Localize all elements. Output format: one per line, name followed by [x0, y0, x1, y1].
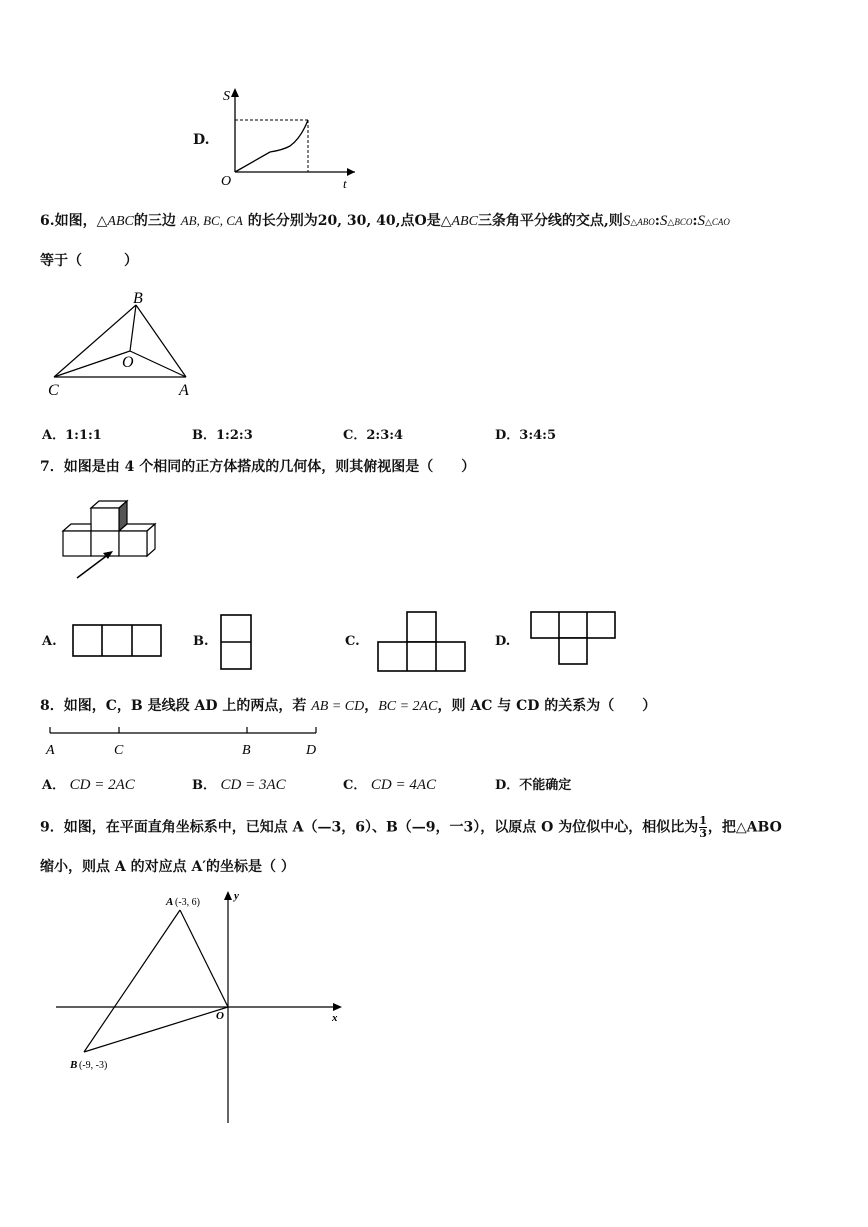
- point-D-label: D: [306, 743, 317, 758]
- y-arrow-icon: [224, 891, 232, 900]
- q7-option-a-label[interactable]: A.: [42, 634, 57, 649]
- q7-cube-figure: [55, 492, 170, 584]
- q6-ratio-s3: S: [697, 213, 705, 229]
- q6-ratio-sub1: △ABO: [630, 217, 655, 227]
- q8-option-a-label: A．: [42, 778, 66, 793]
- q9-frac-den: 3: [699, 827, 707, 840]
- label-O: O: [122, 354, 134, 371]
- q8-eq-2: BC = 2AC: [378, 699, 438, 714]
- q6-ratio-sub3: △CAO: [705, 217, 730, 227]
- q6-triangle-2: △ABC: [440, 214, 478, 229]
- segment-CO: [54, 351, 130, 377]
- q6-triangle-figure: [40, 285, 210, 403]
- q8-option-b-label: B．: [192, 778, 216, 793]
- q8-stem-1: 8．如图，C，B 是线段 AD 上的两点，若: [40, 698, 307, 714]
- q6-stem-line1: [40, 210, 730, 230]
- q6-stem-line2: 等于（ ）: [40, 253, 138, 269]
- q5-option-d-label: D.: [193, 132, 210, 148]
- q6-option-b[interactable]: [192, 424, 253, 443]
- q6-stem-3: 的长分别为20, 30, 40,点O是: [247, 213, 441, 229]
- q7-option-d-figure[interactable]: [530, 611, 618, 667]
- q7-option-a-figure[interactable]: [72, 624, 164, 660]
- q5-option-d-graph: [215, 80, 365, 195]
- q6-option-d-text: 3:4:5: [519, 428, 557, 443]
- label-x: x: [332, 1012, 338, 1024]
- q6-option-c-text: 2:3:4: [366, 428, 404, 443]
- q8-stem: [40, 695, 656, 715]
- q6-option-c-label: C．: [343, 428, 367, 443]
- q6-option-d[interactable]: [495, 424, 556, 443]
- y-arrow-icon: [231, 88, 239, 97]
- q6-ratio-s1: S: [622, 213, 631, 229]
- x-arrow-icon: [347, 168, 355, 176]
- q9-coordinate-figure: [50, 885, 350, 1130]
- q6-option-a-text: 1:1:1: [65, 428, 102, 443]
- q6-sides: AB, BC, CA: [180, 213, 243, 228]
- q6-option-d-label: D．: [495, 428, 520, 443]
- q8-option-b-text: CD = 3AC: [220, 777, 286, 793]
- label-B: B: [133, 290, 143, 307]
- side-AB: [84, 910, 180, 1052]
- label-B-coord: (-9, -3): [79, 1060, 108, 1071]
- q6-option-c[interactable]: [343, 424, 403, 443]
- point-A-label: A: [46, 743, 55, 758]
- q6-option-b-label: B．: [192, 428, 216, 443]
- view-direction-arrow: [77, 554, 109, 578]
- label-B: B: [70, 1059, 78, 1071]
- q9-stem-line1: [40, 815, 782, 840]
- q8-option-a[interactable]: [42, 774, 135, 794]
- q7-option-c-figure[interactable]: [377, 611, 469, 673]
- q6-stem-4: 三条角平分线的交点,则: [477, 213, 623, 229]
- y-axis-label: S: [223, 89, 230, 104]
- side-AO: [180, 910, 228, 1007]
- q8-option-d[interactable]: [495, 774, 571, 793]
- q6-colon-2: :: [692, 213, 698, 229]
- side-BO: [84, 1007, 228, 1052]
- q8-option-d-label: D．: [495, 778, 520, 793]
- x-arrow-icon: [333, 1003, 342, 1011]
- q6-option-a-label: A．: [42, 428, 66, 443]
- point-C-label: C: [114, 743, 124, 758]
- q7-option-b-label[interactable]: B.: [193, 634, 209, 649]
- q6-option-b-text: 1:2:3: [216, 428, 253, 443]
- q8-option-d-text: 不能确定: [519, 778, 572, 793]
- s-t-curve: [235, 120, 308, 172]
- q6-triangle: △ABC: [96, 214, 134, 229]
- x-axis-label: t: [343, 176, 347, 191]
- q9-fraction: [699, 815, 707, 840]
- q7-option-d-label[interactable]: D.: [495, 634, 511, 649]
- q7-option-b-figure[interactable]: [220, 614, 254, 672]
- label-C: C: [48, 382, 59, 399]
- q7-stem: 7．如图是由 4 个相同的正方体搭成的几何体，则其俯视图是（ ）: [40, 459, 476, 475]
- q8-stem-2: ，则 AC 与 CD 的关系为（ ）: [437, 698, 657, 714]
- label-A: A: [166, 896, 174, 908]
- q6-option-a[interactable]: [42, 424, 102, 443]
- label-O: O: [216, 1010, 224, 1022]
- q8-option-c-text: CD = 4AC: [370, 777, 437, 793]
- point-B-label: B: [242, 743, 251, 758]
- q8-eq-1: AB = CD: [311, 699, 365, 714]
- q7-option-c-label[interactable]: C.: [345, 634, 360, 649]
- label-A-coord: (-3, 6): [175, 897, 200, 908]
- q6-colon-1: :: [654, 213, 660, 229]
- q9-stem-1: 9．如图，在平面直角坐标系中，已知点 A（—3，6）、B（—9，一3），以原点 O 为位似中心，相似比为: [40, 819, 699, 836]
- q6-ratio-s2: S: [659, 213, 668, 229]
- label-A: A: [179, 382, 189, 399]
- q6-stem-1: 如图，: [54, 213, 97, 229]
- q6-stem-2: 的三边: [133, 213, 176, 229]
- q8-option-a-text: CD = 2AC: [69, 777, 135, 793]
- label-y: y: [234, 890, 239, 902]
- q8-separator: ，: [364, 698, 379, 714]
- q8-option-c[interactable]: [343, 774, 436, 794]
- q6-number: 6.: [40, 213, 55, 229]
- q8-segment-figure: [42, 724, 332, 760]
- side-BA: [136, 305, 186, 377]
- origin-label: O: [221, 174, 232, 189]
- q8-option-b[interactable]: [192, 774, 286, 794]
- segment-BO: [130, 305, 136, 351]
- q6-ratio-sub2: △BCO: [667, 217, 693, 227]
- q8-option-c-label: C．: [343, 778, 367, 793]
- q9-stem-line2: 缩小，则点 A 的对应点 A′的坐标是（ ）: [40, 859, 295, 875]
- q9-frac-num: 1: [699, 814, 707, 827]
- q9-stem-2: ，把△ABO: [707, 819, 782, 836]
